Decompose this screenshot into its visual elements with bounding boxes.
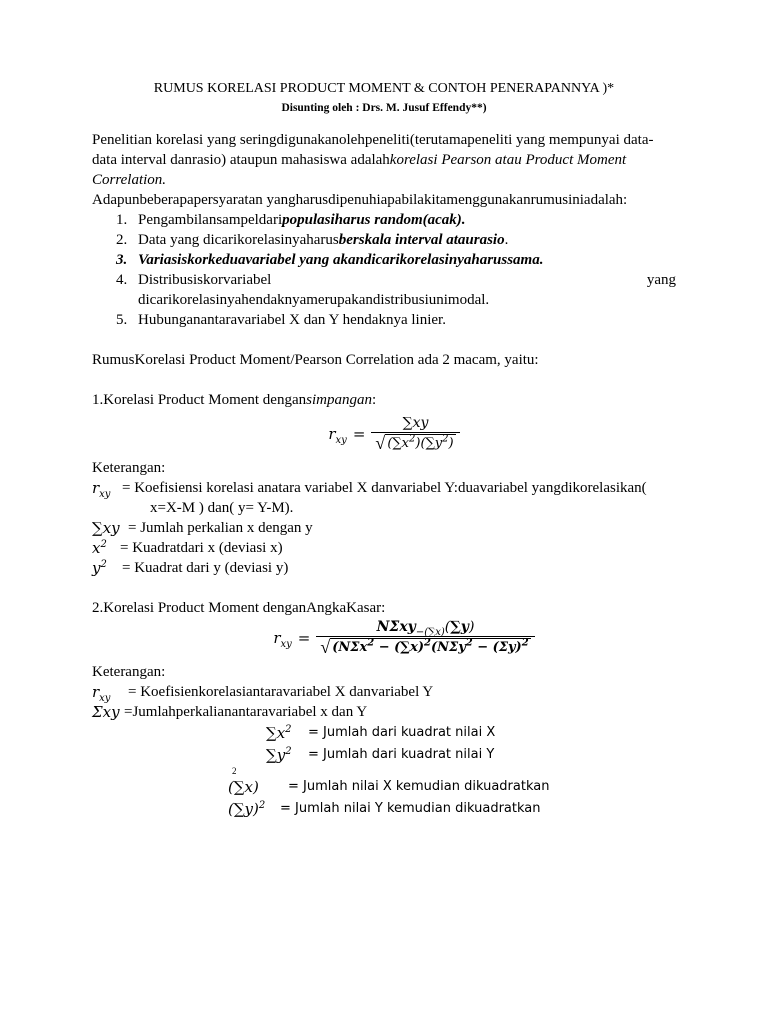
list-number: 5.: [116, 312, 128, 328]
list-number: 2.: [116, 232, 128, 248]
symbol-sigma-xy: Σxy: [92, 703, 120, 721]
definition-text: = Koefisiensi korelasi anatara variabel X danvariabel Y:duavariabel yangdikorelasikan(: [122, 480, 647, 496]
definition-text: = Koefisienkorelasiantaravariabel X danvariabel Y: [128, 684, 434, 700]
formula-lhs: $r_{xy}$: [273, 629, 292, 650]
intro-line: Correlation.: [92, 172, 167, 188]
list-item: [92, 250, 676, 270]
definition-row: [92, 538, 676, 558]
symbol-sum-x-squared: $\sum x^2$: [266, 724, 292, 742]
definition-row: [92, 798, 676, 820]
keterangan-label: Keterangan:: [92, 664, 166, 680]
definition-text: = Jumlah nilai Y kemudian dikuadratkan: [280, 801, 541, 816]
list-emphasis: berskala interval ataurasio: [338, 232, 505, 248]
document-author: Disunting oleh : Drs. M. Jusuf Effendy**): [281, 102, 487, 114]
symbol-x-squared: $x^2$: [92, 539, 107, 557]
definition-row: [92, 776, 676, 798]
formula-raw-score: $r_{xy}$ = NΣxy$_{-(\sum x)}$(∑y) √ ($N\Sigma x^2 - (\sum x)^2(N\Sigma y^2 - (\Sigma y)^2$: [132, 618, 676, 658]
definition-row: [92, 702, 676, 722]
list-text: yang: [646, 272, 676, 288]
list-number: 4.: [116, 272, 128, 288]
intro-text: data interval danrasio) ataupun mahasiswa adalah: [92, 152, 390, 168]
intro-line: Adapunbeberapapersyaratan yangharusdipenuhiapabilakitamenggunakanrumusiniadalah:: [92, 192, 628, 208]
intro-line: Penelitian korelasi yang seringdigunakanolehpeneliti(terutamapeneliti yang mempunyai data-: [92, 132, 654, 148]
formula-numerator: NΣxy$_{-(\sum x)}$(∑y): [376, 619, 475, 638]
formula-lhs: $r_{xy}$: [328, 425, 347, 446]
formula-denominator: √ $(\sum x^2)(\sum y^2)$: [371, 432, 459, 454]
stray-superscript: 2: [232, 766, 237, 776]
definition-text: =Jumlahperkalianantaravariabel x dan Y: [124, 704, 368, 720]
list-text: Distribusiskorvariabel: [138, 272, 272, 288]
definition-row: [92, 682, 676, 702]
symbol-sum-xy: ∑xy: [92, 519, 120, 537]
formula-fraction: [371, 414, 459, 454]
intro-italic-text: korelasi Pearson atau Product Moment: [389, 152, 627, 168]
intro-line: [92, 150, 676, 170]
definition-text: = Jumlah dari kuadrat nilai X: [308, 725, 496, 740]
list-item: [92, 270, 676, 310]
definition-row: [92, 558, 676, 578]
formula-deviation: $r_{xy}$ = ∑xy √ $(\sum x^2)(\sum y^2)$: [112, 414, 676, 454]
symbol-sum-x-paren: (∑x): [228, 778, 259, 796]
formula-numerator: ∑xy: [402, 415, 429, 431]
symbol-sum-y-paren-squared: $(\sum y)^2$: [228, 800, 266, 818]
list-item: [92, 310, 676, 330]
symbol-sum-y-squared: $\sum y^2$: [266, 746, 292, 764]
formula-fraction: [316, 618, 534, 658]
heading-text: 1.Korelasi Product Moment dengan: [92, 392, 307, 408]
list-emphasis: Variasiskorkeduavariabel yang akandicarikorelasinyaharussama.: [138, 252, 544, 268]
heading-italic: simpangan: [306, 392, 372, 408]
definition-text: = Jumlah dari kuadrat nilai Y: [308, 747, 495, 762]
definition-text: = Kuadratdari x (deviasi x): [120, 540, 283, 556]
definition-text: = Jumlah perkalian x dengan y: [128, 520, 313, 536]
definition-row: [92, 744, 676, 766]
section1-heading: [92, 390, 676, 410]
section2-heading: 2.Korelasi Product Moment denganAngkaKasar:: [92, 600, 386, 616]
definition-row: [92, 518, 676, 538]
heading-text: :: [371, 392, 377, 408]
formula-denominator: √ ($N\Sigma x^2 - (\sum x)^2(N\Sigma y^2 - (\Sigma y)^2$: [316, 636, 534, 658]
list-number: 3.: [116, 252, 128, 268]
list-text: dicarikorelasinyahendaknyamerupakandistribusiunimodal.: [138, 292, 490, 308]
list-text: Pengambilansampeldari: [138, 212, 283, 228]
list-item: [92, 210, 676, 230]
list-item: [92, 230, 676, 250]
list-text: .: [504, 232, 509, 248]
definition-text: x=X-M ) dan( y= Y-M).: [150, 500, 294, 516]
formula-intro: RumusKorelasi Product Moment/Pearson Correlation ada 2 macam, yaitu:: [92, 352, 539, 368]
symbol-y-squared: $y^2$: [92, 559, 107, 577]
document-page: [92, 80, 676, 820]
definition-text: = Jumlah nilai X kemudian dikuadratkan: [288, 779, 550, 794]
keterangan-label: Keterangan:: [92, 460, 166, 476]
list-text: Hubunganantaravariabel X dan Y hendaknya linier.: [138, 312, 446, 328]
definition-text: = Kuadrat dari y (deviasi y): [122, 560, 289, 576]
symbol-rxy: $r_{xy}$: [92, 479, 111, 500]
document-title: RUMUS KORELASI PRODUCT MOMENT & CONTOH PENERAPANNYA )*: [153, 81, 615, 96]
requirements-list: [92, 210, 676, 330]
definition-row: [92, 478, 676, 498]
list-number: 1.: [116, 212, 128, 228]
list-emphasis: populasiharus random(acak).: [282, 212, 466, 228]
definition-row: [92, 722, 676, 744]
symbol-rxy: $r_{xy}$: [92, 683, 111, 704]
intro-paragraph: [92, 130, 676, 210]
list-text: Data yang dicarikorelasinyaharus: [138, 232, 339, 248]
